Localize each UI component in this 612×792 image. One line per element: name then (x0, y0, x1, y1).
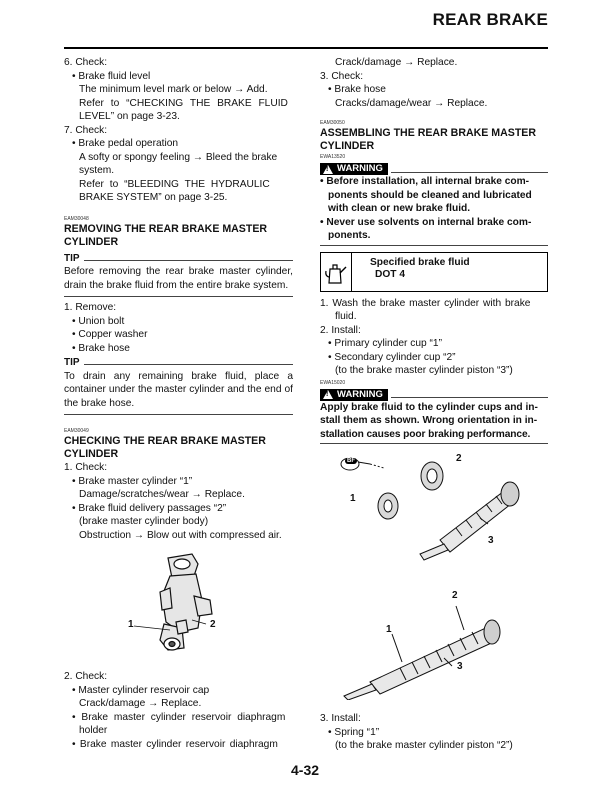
warning-text: ponents. (328, 230, 371, 241)
warning-code: EWA15020 (320, 379, 346, 386)
piston-spring-figure (340, 590, 540, 700)
warning-label: WARNING (337, 163, 383, 174)
warning-text: Apply brake fluid to the cylinder cups and in- (320, 401, 538, 413)
text-line: Crack/damage → Replace. (79, 698, 202, 709)
text-line: • Brake hose (328, 84, 386, 95)
text-line: • Union bolt (72, 315, 125, 327)
section-heading: ASSEMBLING THE REAR BRAKE MASTER (320, 127, 537, 139)
warning-divider (391, 397, 548, 398)
callout-label: 1 (350, 493, 356, 504)
callout-label: 2 (210, 619, 216, 630)
text-line: system. (79, 165, 115, 176)
master-cylinder-figure (120, 548, 250, 668)
warning-code: EWA13520 (320, 154, 346, 160)
tip-text: To drain any remaining brake fluid, place a container under the master cylinder and the end of the brake hose. (64, 370, 293, 409)
warning-icon: ! (323, 165, 333, 174)
text-line: • Spring “1” (328, 726, 380, 738)
text-line: Refer to “BLEEDING THE HYDRAULIC (79, 178, 270, 190)
text-line: 1. Wash the brake master cylinder with brake (320, 297, 531, 309)
right-column-bottom (320, 712, 548, 753)
text-line: BRAKE SYSTEM” on page 3-25. (79, 192, 228, 203)
fluid-value: DOT 4 (375, 269, 406, 280)
callout-label: 3 (488, 535, 494, 546)
page-title: REAR BRAKE (432, 10, 548, 29)
brake-fluid-tag: BF (347, 458, 355, 464)
tip-header (64, 356, 293, 370)
text-line: • Master cylinder reservoir cap (72, 684, 210, 696)
text-line: • Copper washer (72, 329, 148, 340)
right-column (320, 56, 548, 444)
warning-end-divider (320, 245, 548, 246)
callout-label: 3 (457, 661, 463, 672)
text-line: fluid. (335, 311, 357, 322)
section-code: EAM30050 (320, 120, 345, 126)
warning-text: • Never use solvents on internal brake com- (320, 216, 532, 228)
section-code: EAM30049 (64, 428, 89, 434)
tip-end-divider (64, 296, 293, 297)
warning-text: stall them as shown. Wrong orientation in in- (320, 415, 538, 426)
warning-badge (320, 163, 388, 175)
warning-label: WARNING (337, 388, 383, 400)
tip-divider (84, 260, 293, 261)
warning-badge (320, 389, 388, 401)
callout-label: 1 (386, 624, 392, 635)
text-line: (to the brake master cylinder piston “3”) (335, 365, 513, 376)
text-line: • Brake hose (72, 342, 130, 354)
text-line: • Brake fluid delivery passages “2” (72, 502, 227, 514)
text-line: • Primary cylinder cup “1” (328, 338, 442, 349)
oil-can-icon (321, 253, 352, 291)
text-line: 1. Remove: (64, 302, 117, 313)
text-line: • Secondary cylinder cup “2” (328, 351, 456, 363)
text-line: Obstruction → Blow out with compressed air. (79, 529, 282, 541)
tip-text: Before removing the rear brake master cylinder, drain the brake fluid from the entire brake system. (64, 266, 293, 291)
text-line: Refer to “CHECKING THE BRAKE FLUID (79, 97, 288, 109)
tip-label: TIP (64, 357, 80, 368)
specified-fluid-box (320, 252, 548, 292)
text-line: • Brake fluid level (72, 70, 151, 82)
text-line: 2. Install: (320, 324, 361, 336)
text-line: • Brake master cylinder “1” (72, 475, 193, 487)
tip-label: TIP (64, 252, 80, 264)
section-heading: CYLINDER (64, 448, 119, 460)
header-rule (64, 47, 548, 49)
section-code: EAM30048 (64, 215, 89, 222)
warning-text: ponents should be cleaned and lubricated (328, 189, 532, 201)
text-line: 1. Check: (64, 462, 108, 473)
warning-header (320, 163, 548, 175)
left-column (64, 56, 293, 542)
left-column-bottom (64, 670, 293, 751)
warning-header (320, 389, 548, 401)
text-line: 7. Check: (64, 124, 108, 136)
warning-text: with clean or new brake fluid. (328, 203, 471, 214)
tip-header (64, 252, 293, 266)
warning-text: stallation causes poor braking performance. (320, 428, 531, 440)
callout-label: 2 (452, 590, 458, 601)
section-heading: CHECKING THE REAR BRAKE MASTER (64, 435, 266, 447)
callout-label: 1 (128, 619, 134, 630)
fluid-spec-text (352, 253, 470, 291)
page-number: 4-32 (291, 762, 320, 778)
warning-end-divider (320, 443, 548, 444)
text-line: 2. Check: (64, 671, 108, 682)
warning-icon: ! (323, 390, 333, 399)
section-heading: CYLINDER (320, 140, 375, 152)
text-line: 3. Check: (320, 70, 364, 82)
text-line: A softy or spongy feeling → Bleed the brake (79, 151, 278, 163)
warning-divider (391, 172, 548, 173)
text-line: (to the brake master cylinder piston “2”) (335, 740, 513, 751)
text-line: The minimum level mark or below → Add. (79, 84, 268, 95)
section-heading: CYLINDER (64, 235, 119, 248)
fluid-title: Specified brake fluid (370, 256, 470, 268)
text-line: • Brake master cylinder reservoir diaphragm (72, 711, 286, 723)
warning-text: • Before installation, all internal brake com- (320, 176, 530, 187)
text-line: Crack/damage → Replace. (335, 57, 458, 68)
tip-end-divider (64, 414, 293, 415)
tip-divider (84, 364, 293, 365)
text-line: 6. Check: (64, 57, 108, 68)
text-line: • Brake pedal operation (72, 138, 179, 149)
text-line: Damage/scratches/wear → Replace. (79, 489, 245, 500)
text-line: LEVEL” on page 3-23. (79, 111, 180, 122)
text-line: holder (79, 725, 108, 736)
section-heading: REMOVING THE REAR BRAKE MASTER (64, 222, 268, 235)
text-line: Cracks/damage/wear → Replace. (335, 97, 488, 109)
piston-cups-figure (340, 448, 540, 568)
text-line: (brake master cylinder body) (79, 516, 209, 527)
text-line: 3. Install: (320, 713, 361, 724)
callout-label: 2 (456, 453, 462, 464)
text-line: • Brake master cylinder reservoir diaphragm (72, 738, 278, 750)
